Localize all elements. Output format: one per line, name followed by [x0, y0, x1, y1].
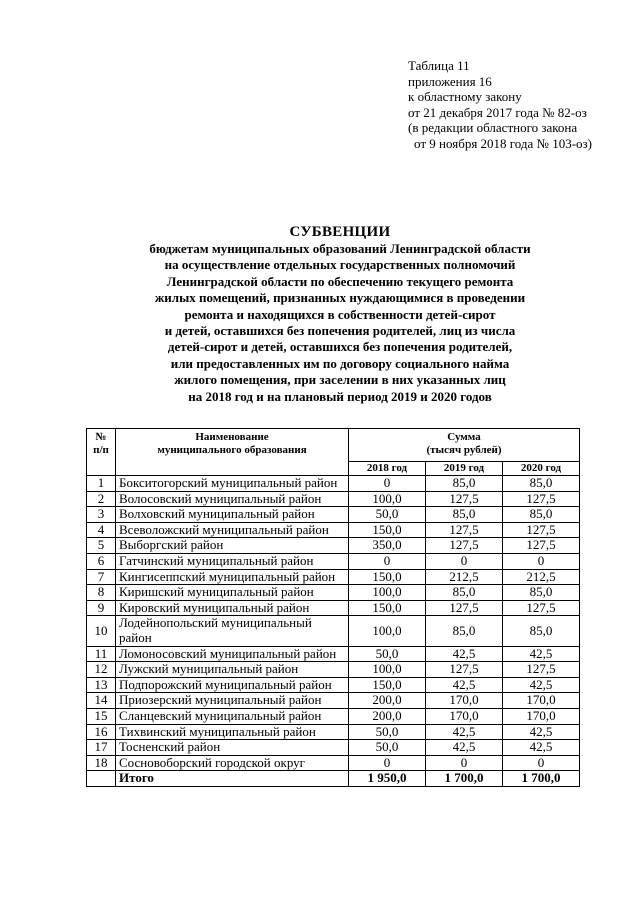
col-header-sum: [349, 429, 580, 462]
row-name: Сосновоборский городской округ: [116, 755, 349, 771]
row-value-2018: 200,0: [349, 693, 426, 709]
row-value-2019: 127,5: [426, 538, 503, 554]
row-value-2020: 127,5: [503, 538, 580, 554]
row-name: Подпорожский муниципальный район: [116, 677, 349, 693]
row-value-2020: 85,0: [503, 585, 580, 601]
title-main: СУБВЕНЦИИ: [289, 224, 391, 240]
row-value-2018: 150,0: [349, 569, 426, 585]
total-blank-cell: [87, 771, 116, 787]
col-header-2019: 2019 год: [426, 462, 503, 476]
title-line: или предоставленных им по договору социального найма: [170, 355, 510, 371]
col-header-name-a: Наименование: [195, 431, 269, 443]
row-name: Кировский муниципальный район: [116, 600, 349, 616]
table-row: [87, 708, 580, 724]
row-value-2018: 50,0: [349, 740, 426, 756]
table-row: [87, 476, 580, 492]
row-value-2018: 100,0: [349, 616, 426, 646]
row-number: 9: [87, 600, 116, 616]
table-row: [87, 740, 580, 756]
document-title: [60, 224, 620, 405]
row-value-2018: 0: [349, 553, 426, 569]
row-value-2018: 50,0: [349, 646, 426, 662]
table-row: [87, 677, 580, 693]
col-header-num-a: №: [95, 431, 107, 443]
table-total-row: [87, 771, 580, 787]
title-line: и детей, оставшихся без попечения родителей, лиц из числа: [164, 323, 516, 339]
row-value-2020: 85,0: [503, 616, 580, 646]
row-value-2019: 212,5: [426, 569, 503, 585]
row-value-2020: 127,5: [503, 522, 580, 538]
col-header-sum-a: Сумма: [447, 431, 481, 443]
table-row: [87, 616, 580, 646]
title-line: детей-сирот и детей, оставшихся без попечения родителей,: [167, 339, 513, 355]
row-name: Всеволожский муниципальный район: [116, 522, 349, 538]
row-value-2019: 85,0: [426, 585, 503, 601]
title-line: ремонта и находящихся в собственности детей-сирот: [184, 306, 496, 322]
row-value-2020: 42,5: [503, 677, 580, 693]
row-value-2019: 42,5: [426, 677, 503, 693]
row-name: Кингисеппский муниципальный район: [116, 569, 349, 585]
row-number: 14: [87, 693, 116, 709]
row-number: 11: [87, 646, 116, 662]
row-value-2018: 50,0: [349, 724, 426, 740]
row-number: 10: [87, 616, 116, 646]
row-name: Ломоносовский муниципальный район: [116, 646, 349, 662]
row-value-2020: 170,0: [503, 693, 580, 709]
row-value-2019: 85,0: [426, 616, 503, 646]
total-2018: 1 950,0: [349, 771, 426, 787]
row-name: Лодейнопольский муниципальный район: [116, 616, 349, 646]
header-note-line: от 21 декабря 2017 года № 82-оз: [408, 104, 587, 120]
row-value-2020: 85,0: [503, 507, 580, 523]
row-value-2020: 127,5: [503, 600, 580, 616]
row-value-2020: 0: [503, 553, 580, 569]
row-number: 13: [87, 677, 116, 693]
row-value-2018: 100,0: [349, 585, 426, 601]
row-value-2020: 170,0: [503, 708, 580, 724]
row-value-2019: 127,5: [426, 600, 503, 616]
total-label: Итого: [116, 771, 349, 787]
row-value-2020: 85,0: [503, 476, 580, 492]
row-value-2019: 85,0: [426, 476, 503, 492]
table-row: [87, 507, 580, 523]
row-number: 7: [87, 569, 116, 585]
table-row: [87, 646, 580, 662]
header-note-line: (в редакции областного закона: [408, 120, 578, 135]
row-number: 16: [87, 724, 116, 740]
row-value-2019: 85,0: [426, 507, 503, 523]
col-header-name: [116, 429, 349, 476]
row-name: Волховский муниципальный район: [116, 507, 349, 523]
row-value-2018: 50,0: [349, 507, 426, 523]
table-row: [87, 724, 580, 740]
col-header-2020: 2020 год: [503, 462, 580, 476]
row-number: 1: [87, 476, 116, 492]
table-row: [87, 569, 580, 585]
row-name: Гатчинский муниципальный район: [116, 553, 349, 569]
row-value-2018: 350,0: [349, 538, 426, 554]
row-value-2020: 42,5: [503, 724, 580, 740]
col-header-sum-b: (тысяч рублей): [426, 444, 502, 456]
row-name: Волосовский муниципальный район: [116, 491, 349, 507]
header-note-line: Таблица 11: [408, 58, 470, 73]
table-row: [87, 538, 580, 554]
row-value-2018: 150,0: [349, 677, 426, 693]
title-line: бюджетам муниципальных образований Ленинградской области: [149, 241, 531, 256]
row-name: Приозерский муниципальный район: [116, 693, 349, 709]
header-note-line: от 9 ноября 2018 года № 103-оз): [414, 135, 593, 151]
row-value-2020: 0: [503, 755, 580, 771]
row-value-2019: 42,5: [426, 740, 503, 756]
table-row: [87, 491, 580, 507]
table-row: [87, 553, 580, 569]
title-line: Ленинградской области по обеспечению текущего ремонта: [166, 273, 514, 289]
row-number: 6: [87, 553, 116, 569]
row-value-2020: 127,5: [503, 491, 580, 507]
row-value-2019: 42,5: [426, 646, 503, 662]
row-value-2018: 100,0: [349, 491, 426, 507]
row-value-2018: 0: [349, 476, 426, 492]
row-value-2019: 42,5: [426, 724, 503, 740]
row-number: 17: [87, 740, 116, 756]
row-number: 15: [87, 708, 116, 724]
row-value-2020: 127,5: [503, 662, 580, 678]
row-number: 2: [87, 491, 116, 507]
table-row: [87, 693, 580, 709]
table-row: [87, 600, 580, 616]
row-number: 3: [87, 507, 116, 523]
header-note-line: приложения 16: [408, 73, 492, 89]
row-value-2019: 170,0: [426, 693, 503, 709]
table-row: [87, 755, 580, 771]
row-name: Бокситогорский муниципальный район: [116, 476, 349, 492]
total-2020: 1 700,0: [503, 771, 580, 787]
header-note-line: к областному закону: [408, 89, 522, 104]
row-number: 8: [87, 585, 116, 601]
col-header-name-b: муниципального образования: [157, 444, 307, 456]
row-value-2018: 100,0: [349, 662, 426, 678]
table-header-row: [87, 429, 580, 462]
table-row: [87, 585, 580, 601]
row-name: Лужский муниципальный район: [116, 662, 349, 678]
row-number: 18: [87, 755, 116, 771]
row-name: Тосненский район: [116, 740, 349, 756]
row-number: 4: [87, 522, 116, 538]
row-value-2019: 127,5: [426, 491, 503, 507]
subventions-table: [86, 428, 580, 787]
table-row: [87, 662, 580, 678]
row-value-2018: 200,0: [349, 708, 426, 724]
row-name: Сланцевский муниципальный район: [116, 708, 349, 724]
row-value-2020: 42,5: [503, 646, 580, 662]
row-number: 5: [87, 538, 116, 554]
row-value-2018: 150,0: [349, 600, 426, 616]
title-line: жилых помещений, признанных нуждающимися в проведении: [154, 290, 526, 306]
row-value-2019: 0: [426, 755, 503, 771]
table-row: [87, 522, 580, 538]
row-value-2018: 0: [349, 755, 426, 771]
header-note: [408, 58, 633, 151]
row-name: Киришский муниципальный район: [116, 585, 349, 601]
row-value-2018: 150,0: [349, 522, 426, 538]
row-value-2020: 212,5: [503, 569, 580, 585]
col-header-2018: 2018 год: [349, 462, 426, 476]
row-name: Выборгский район: [116, 538, 349, 554]
title-line: на осуществление отдельных государственных полномочий: [164, 257, 516, 273]
col-header-num: [87, 429, 116, 476]
row-value-2019: 127,5: [426, 522, 503, 538]
title-line: на 2018 год и на плановый период 2019 и 2020 годов: [188, 388, 492, 404]
row-value-2019: 127,5: [426, 662, 503, 678]
row-value-2019: 170,0: [426, 708, 503, 724]
title-line: жилого помещения, при заселении в них указанных лиц: [174, 372, 506, 388]
row-name: Тихвинский муниципальный район: [116, 724, 349, 740]
col-header-num-b: п/п: [93, 444, 109, 456]
total-2019: 1 700,0: [426, 771, 503, 787]
row-value-2020: 42,5: [503, 740, 580, 756]
row-value-2019: 0: [426, 553, 503, 569]
row-number: 12: [87, 662, 116, 678]
